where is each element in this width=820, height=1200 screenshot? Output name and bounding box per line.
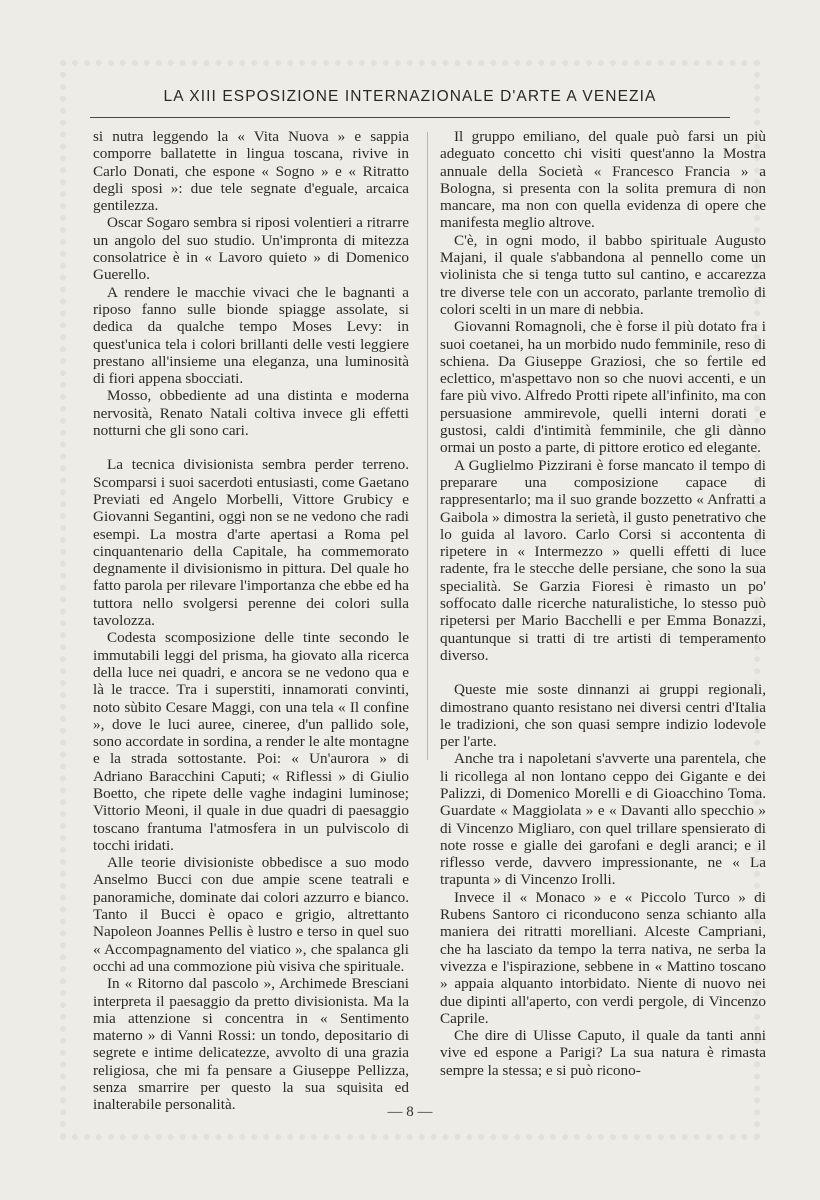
- paragraph: Mosso, obbediente ad una distinta e moderna nervosità, Renato Natali coltiva invece gli effetti notturni che gli sono cari.: [93, 387, 409, 440]
- header-rule: [90, 117, 730, 118]
- paragraph: Oscar Sogaro sembra si riposi volentieri a ritrarre un angolo del suo studio. Un'impronta di mitezza consolatrice è in « Lavoro quieto » di Domenico Guerello.: [93, 214, 409, 284]
- paragraph: In « Ritorno dal pascolo », Archimede Bresciani interpreta il paesaggio da pretto divisionista. Ma la mia attenzione si concentra in « Sentimento materno » di Vanni Rossi: un tondo, depositario di segrete e intime delicatezze, avvolto di una grazia religiosa, che mi fa pensare a Giuseppe Pellizza, senza smarrire per questo la sua squisita ed inalterabile personalità.: [93, 975, 409, 1114]
- paragraph: Anche tra i napoletani s'avverte una parentela, che li ricollega al non lontano ceppo dei Gigante e dei Palizzi, di Domenico Morelli e di Gioacchino Toma. Guardate « Maggiolata » e « Davanti allo specchio » di Vincenzo Migliaro, con quel trillare spensierato di note rosse e gialle dei garofani e degli aranci; e il riflesso verde, davvero impressionante, ne « La trapunta » di Vincenzo Irolli.: [440, 750, 766, 889]
- paragraph: Invece il « Monaco » e « Piccolo Turco » di Rubens Santoro ci riconducono senza schianto alla maniera dei ritratti morelliani. Alceste Campriani, che ha lasciato da tempo la terra nativa, ne serba la vivezza e l'ispirazione, sebbene in « Mattino toscano » appaia alquanto intorbidato. Niente di nuovo nei due dipinti all'aperto, con verdi pergole, di Vincenzo Caprile.: [440, 888, 766, 1027]
- paragraph: Giovanni Romagnoli, che è forse il più dotato fra i suoi coetanei, ha un morbido nudo femminile, reso di schiena. Da Giuseppe Graziosi, che so fertile ed eclettico, m'aspettavo non so che nuovi accenti, e un fare più vivo. Alfredo Protti ripete all'infinito, ma con persuasione ammirevole, quelli interni dorati e gustosi, caldi d'intimità femminile, che gli dànno ormai un posto a parte, di pittore erotico ed elegante.: [440, 318, 766, 457]
- paragraph: si nutra leggendo la « Vita Nuova » e sappia comporre ballatette in lingua toscana, rivive in Carlo Donati, che espone « Sogno » e « Ritratto degli sposi »: due tele segnate d'eguale, arcaica gentilezza.: [93, 128, 409, 215]
- page-number: — 8 —: [387, 1104, 433, 1120]
- paragraph: Il gruppo emiliano, del quale può farsi un più adeguato concetto chi visiti quest'anno la Mostra annuale della Società « Francesco Francia » a Bologna, si presenta con la solita premura di non mancare, ma non con quella evidenza di opere che manifesta meglio altrove.: [440, 128, 766, 232]
- paragraph: La tecnica divisionista sembra perder terreno. Scomparsi i suoi sacerdoti entusiasti, come Gaetano Previati ed Angelo Morbelli, Vittore Grubicy e Giovanni Segantini, oggi non se ne vedono che radi esempi. La mostra d'arte apertasi a Roma pel cinquantenario della Capitale, ha commemorato degnamente il divisionismo in pittura. Del quale ho fatto parola per rilevare l'importanza che ebbe ed ha tuttora nello svolgersi perenne dei colori sulla tavolozza.: [93, 456, 409, 630]
- column-divider: [427, 132, 428, 760]
- paragraph: A rendere le macchie vivaci che le bagnanti a riposo fanno sulle bionde spiagge assolate, si dedica da qualche tempo Moses Levy: in quest'unica tela i colori brillanti delle vesti leggiere prestano all'insieme una eleganza, una luminosità di fiori appena sbocciati.: [93, 283, 409, 388]
- paragraph: Che dire di Ulisse Caputo, il quale da tanti anni vive ed espone a Parigi? La sua natura è rimasta sempre la stessa; e si può ricono-: [440, 1027, 766, 1079]
- paragraph: A Guglielmo Pizzirani è forse mancato il tempo di preparare una composizione capace di rappresentarlo; ma il suo grande bozzetto « Anfratti a Gaibola » dimostra la serietà, il gusto penetrativo che lo guida al lavoro. Carlo Corsi si accontenta di ripetere in « Intermezzo » quelli effetti di luce radente, fra le stecche delle persiane, che sono la sua specialità. Se Garzia Fioresi è rimasto un po' soffocato dalle ricerche naturalistiche, lo stesso può ripetersi per Mario Bacchelli e per Emma Bonazzi, quantunque si tratti di tre artisti di temperamento diverso.: [440, 456, 766, 664]
- paragraph: Alle teorie divisioniste obbedisce a suo modo Anselmo Bucci con due ampie scene teatrali e panoramiche, dominate dai colori azzurro e bianco. Tanto il Bucci è opaco e grigio, altrettanto Napoleon Joannes Pellis è lustro e terso in quel suo « Accompagnamento del viatico », che spalanca gli occhi ad una commozione più visiva che spirituale.: [93, 854, 409, 975]
- paragraph: Codesta scomposizione delle tinte secondo le immutabili leggi del prisma, ha giovato alla ricerca della luce nei quadri, e ancora se ne vedono qua e là le tracce. Tra i superstiti, innamorati convinti, noto sùbito Cesare Maggi, con una tela « Il confine », dove le luci auree, cineree, d'un pallido sole, sono accordate in sordina, a render le alte montagne e la strada sottostante. Poi: « Un'aurora » di Adriano Baracchini Caputi; « Riflessi » di Giulio Boetto, che ripete delle vaghe indagini luminose; Vittorio Meoni, il quale in due quadri di paesaggio toscano frantuma l'atmosfera in un pulviscolo di tocchi iridati.: [93, 629, 409, 854]
- running-header: LA XIII ESPOSIZIONE INTERNAZIONALE D'ARTE A VENEZIA: [163, 88, 657, 105]
- right-column: [440, 128, 766, 1079]
- paragraph: Queste mie soste dinnanzi ai gruppi regionali, dimostrano quanto resistano nei diversi centri d'Italia le tradizioni, che son quasi sempre indizio lodevole per l'arte.: [440, 681, 766, 751]
- left-column: [93, 128, 409, 1114]
- paragraph: C'è, in ogni modo, il babbo spirituale Augusto Majani, il quale s'abbandona al pennello come un violinista che si tenga tutto sul cantino, e accarezza tre diverse tele con un accorato, parlante tremolìo di colori scelti in un mare di nebbia.: [440, 231, 766, 318]
